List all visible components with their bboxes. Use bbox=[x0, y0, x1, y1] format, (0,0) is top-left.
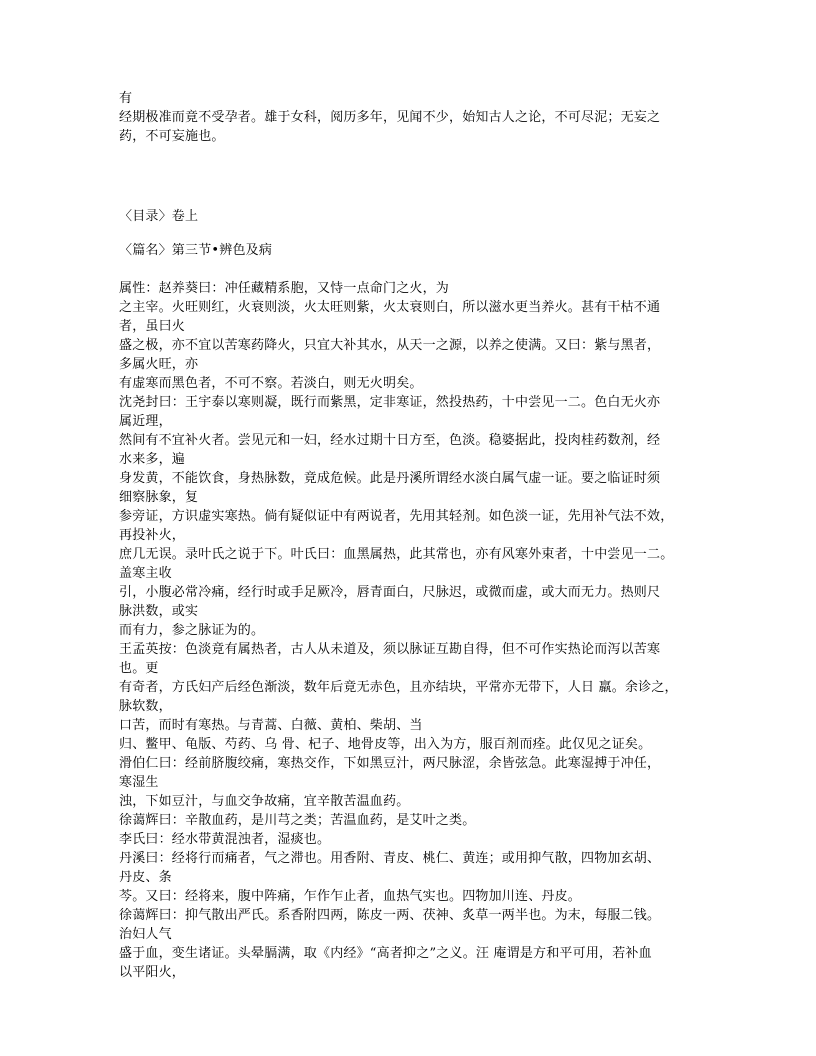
body-line: 芩。又曰：经将来，腹中阵痛，乍作乍止者，血热气实也。四物加川连、丹皮。 bbox=[119, 889, 582, 904]
body-line: 盖寒主收 bbox=[119, 566, 172, 581]
body-line: 属近理， bbox=[119, 414, 172, 429]
body-line: 沈尧封曰：王宇泰以寒则凝，既行而紫黑，定非寒证，然投热药，十中尝见一二。色白无火亦 bbox=[119, 395, 661, 410]
body-line: 徐蔼辉曰：抑气散出严氏。系香附四两，陈皮一两、茯神、炙草一两半也。为末，每服二钱。 bbox=[119, 908, 661, 923]
body-line: 脉软数， bbox=[119, 699, 172, 714]
body-line: 寒湿生 bbox=[119, 775, 159, 790]
body-line: 王孟英按：色淡竟有属热者，古人从未道及，须以脉证互勘自得，但不可作实热论而泻以苦寒 bbox=[119, 642, 661, 657]
intro-line: 有 bbox=[119, 91, 133, 106]
body-line: 盛于血，变生诸证。头晕膈满，取《内经》“高者抑之”之义。汪 庵谓是方和平可用，若补血 bbox=[119, 946, 652, 961]
body-line: 身发黄，不能饮食，身热脉数，竟成危候。此是丹溪所谓经水淡白属气虚一证。要之临证时须 bbox=[119, 471, 661, 486]
body-line: 有虚寒而黑色者，不可不察。若淡白，则无火明矣。 bbox=[119, 376, 423, 391]
body-line: 者，虽曰火 bbox=[119, 319, 186, 334]
body-line: 有奇者，方氏妇产后经色渐淡，数年后竟无赤色，且亦结块，平常亦无带下，人日 羸。余诊之， bbox=[119, 680, 678, 695]
body-line: 以平阳火， bbox=[119, 965, 186, 980]
body-line: 脉洪数，或实 bbox=[119, 604, 199, 619]
body-line: 也。更 bbox=[119, 661, 159, 676]
toc-heading: 〈目录〉卷上 bbox=[119, 209, 199, 224]
body-line: 水来多，遍 bbox=[119, 452, 186, 467]
body-line: 丹溪曰：经将行而痛者，气之滞也。用香附、青皮、桃仁、黄连；或用抑气散，四物加玄胡、 bbox=[119, 851, 661, 866]
body-line: 然间有不宜补火者。尝见元和一妇，经水过期十日方至，色淡。稳婆据此，投肉桂药数剂，经 bbox=[119, 433, 661, 448]
body-line: 浊，下如豆汁，与血交争故痛，宜辛散苦温血药。 bbox=[119, 794, 410, 809]
body-line: 李氏曰：经水带黄混浊者，湿痰也。 bbox=[119, 832, 331, 847]
intro-line: 经期极准而竟不受孕者。雄于女科，阅历多年，见闻不少，始知古人之论，不可尽泥；无妄之 bbox=[119, 110, 661, 125]
body-line: 之主宰。火旺则红，火衰则淡，火太旺则紫，火太衰则白，所以滋水更当养火。甚有干枯不通 bbox=[119, 300, 661, 315]
body-line: 属性：赵养葵曰：冲任藏精系胞，又恃一点命门之火，为 bbox=[119, 281, 450, 296]
body-line: 口苦，而时有寒热。与青蒿、白薇、黄柏、柴胡、当 bbox=[119, 718, 423, 733]
body-line: 多属火旺，亦 bbox=[119, 357, 199, 372]
body-text bbox=[119, 279, 709, 982]
body-line: 参旁证，方识虚实寒热。倘有疑似证中有两说者，先用其轻剂。如色淡一证，先用补气法不效， bbox=[119, 509, 674, 524]
body-line: 引，小腹必常冷痛，经行时或手足厥冷，唇青面白，尺脉迟，或微而虚，或大而无力。热则尺 bbox=[119, 585, 661, 600]
body-line: 归、鳖甲、龟版、芍药、乌 骨、杞子、地骨皮等，出入为方，服百剂而痊。此仅见之证矣。 bbox=[119, 737, 652, 752]
body-line: 徐蔼辉曰：辛散血药，是川芎之类；苦温血药，是艾叶之类。 bbox=[119, 813, 476, 828]
chapter-heading: 〈篇名〉第三节•辨色及病 bbox=[119, 243, 273, 258]
body-line: 滑伯仁曰：经前脐腹绞痛，寒热交作，下如黑豆汁，两尺脉涩，余皆弦急。此寒湿搏于冲任， bbox=[119, 756, 661, 771]
body-line: 丹皮、条 bbox=[119, 870, 172, 885]
body-line: 再投补火， bbox=[119, 528, 186, 543]
document-page bbox=[119, 89, 709, 982]
body-line: 庶几无误。录叶氏之说于下。叶氏曰：血黑属热，此其常也，亦有风寒外束者，十中尝见一二。 bbox=[119, 547, 674, 562]
body-line: 治妇人气 bbox=[119, 927, 172, 942]
body-line: 盛之极，亦不宜以苦寒药降火，只宜大补其水，从天一之源，以养之使满。又曰：紫与黑者， bbox=[119, 338, 661, 353]
body-line: 细察脉象，复 bbox=[119, 490, 199, 505]
intro-line: 药，不可妄施也。 bbox=[119, 129, 225, 144]
body-line: 而有力，参之脉证为的。 bbox=[119, 623, 265, 638]
